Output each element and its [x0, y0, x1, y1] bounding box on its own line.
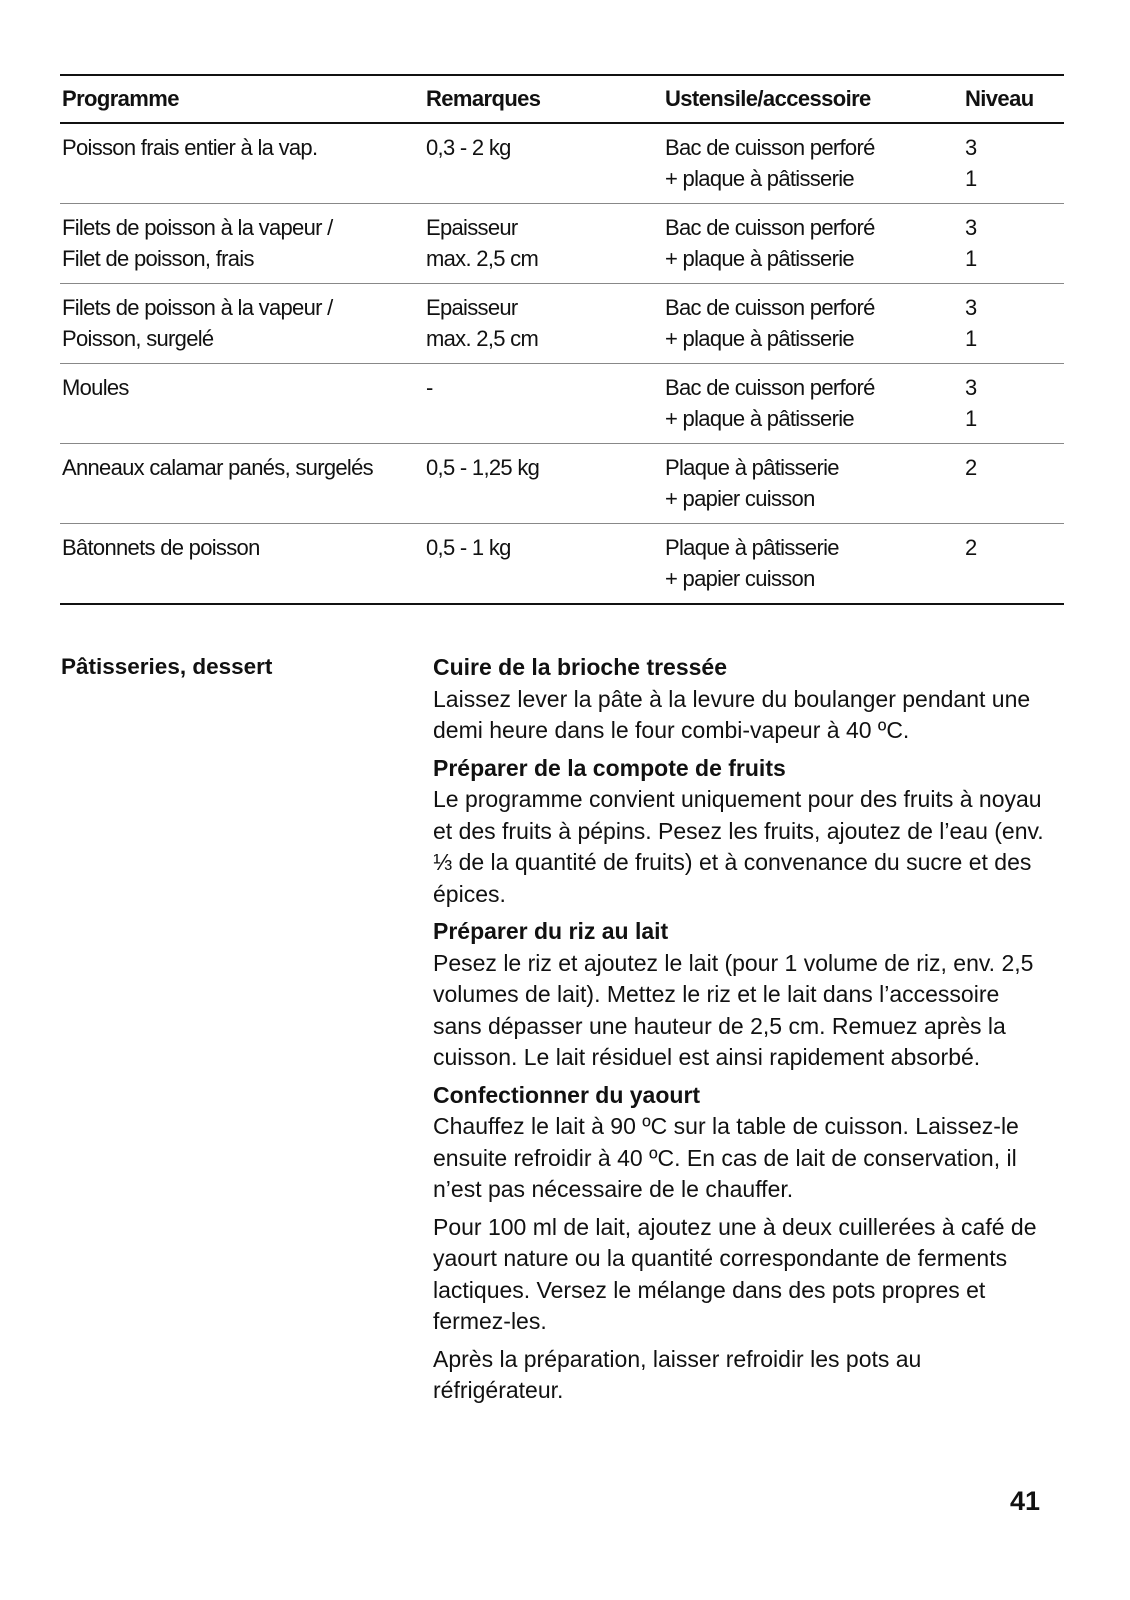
cell-ustensile — [663, 532, 963, 594]
block-paragraph: Le programme convient uniquement pour des fruits à noyau et des fruits à pépins. Pesez les fruits, ajoutez de l’eau (env. ⅓ de la quantité de fruits) et à convenance du sucre et des épices. — [433, 786, 1044, 907]
cell-line: 1 — [965, 166, 977, 191]
cell-programme — [60, 532, 424, 594]
cell-line: Epaisseur — [426, 215, 518, 240]
header-remarques: Remarques — [426, 86, 541, 111]
cell-remarques — [424, 532, 663, 594]
page-number: 41 — [1009, 1486, 1040, 1516]
cell-niveau — [963, 452, 1064, 514]
cell-line: Epaisseur — [426, 295, 518, 320]
block-paragraph: Laissez lever la pâte à la levure du boulanger pendant une demi heure dans le four combi-vapeur à 40 ºC. — [433, 685, 1031, 743]
cell-line: 2 — [965, 455, 977, 480]
content-block — [433, 916, 1053, 1074]
block-paragraph: Après la préparation, laisser refroidir les pots au réfrigérateur. — [433, 1345, 922, 1403]
cell-line: max. 2,5 cm — [426, 246, 539, 271]
cell-line: 3 — [965, 375, 977, 400]
block-paragraph: Pesez le riz et ajoutez le lait (pour 1 volume de riz, env. 2,5 volumes de lait). Mettez le riz et le lait dans l’accessoire sans dépasser une hauteur de 2,5 cm. Remuez après la cuisson. Le lait résiduel est ainsi rapidement absorbé. — [433, 949, 1034, 1070]
cell-programme — [60, 132, 424, 194]
cell-niveau — [963, 532, 1064, 594]
cell-line: 1 — [965, 326, 977, 351]
cell-niveau — [963, 372, 1064, 434]
cell-line: 0,3 - 2 kg — [426, 135, 511, 160]
cell-niveau — [963, 132, 1064, 194]
cell-line: Bac de cuisson perforé — [665, 215, 875, 240]
cell-ustensile — [663, 292, 963, 354]
block-heading: Préparer de la compote de fruits — [433, 754, 786, 781]
table-header — [60, 74, 1064, 124]
cell-line: Plaque à pâtisserie — [665, 455, 839, 480]
cell-line: Bac de cuisson perforé — [665, 135, 875, 160]
cell-line: - — [426, 375, 433, 400]
table-body — [60, 124, 1064, 605]
content-block — [433, 753, 1053, 911]
section-content — [433, 652, 1053, 1413]
cell-line: + plaque à pâtisserie — [665, 166, 854, 191]
cell-remarques — [424, 292, 663, 354]
header-ustensile: Ustensile/accessoire — [665, 86, 871, 111]
cell-niveau — [963, 212, 1064, 274]
cell-line: Filets de poisson à la vapeur / — [62, 215, 333, 240]
cell-programme — [60, 452, 424, 514]
cell-ustensile — [663, 132, 963, 194]
cell-line: 1 — [965, 406, 977, 431]
cell-remarques — [424, 212, 663, 274]
cell-line: Filets de poisson à la vapeur / — [62, 295, 333, 320]
table-row — [60, 444, 1064, 524]
content-block — [433, 1080, 1053, 1407]
table-row — [60, 124, 1064, 204]
header-programme: Programme — [62, 86, 179, 111]
cell-remarques — [424, 452, 663, 514]
cell-line: + plaque à pâtisserie — [665, 326, 854, 351]
cell-line: Poisson, surgelé — [62, 326, 214, 351]
cell-remarques — [424, 372, 663, 434]
cell-line: 0,5 - 1 kg — [426, 535, 511, 560]
cell-line: + plaque à pâtisserie — [665, 406, 854, 431]
block-heading: Cuire de la brioche tressée — [433, 654, 728, 680]
cell-programme — [60, 372, 424, 434]
cell-ustensile — [663, 372, 963, 434]
cell-line: Bac de cuisson perforé — [665, 375, 875, 400]
cell-line: Moules — [62, 375, 129, 400]
cell-line: Filet de poisson, frais — [62, 246, 254, 271]
table-row — [60, 524, 1064, 605]
cell-line: Bâtonnets de poisson — [62, 535, 260, 560]
cell-line: + papier cuisson — [665, 566, 815, 591]
block-heading: Préparer du riz au lait — [433, 918, 669, 944]
cell-line: Poisson frais entier à la vap. — [62, 135, 318, 160]
section-label: Pâtisseries, dessert — [61, 654, 273, 679]
table-row — [60, 284, 1064, 364]
cell-ustensile — [663, 452, 963, 514]
block-paragraph: Chauffez le lait à 90 ºC sur la table de cuisson. Laissez-le ensuite refroidir à 40 ºC. En cas de lait de conservation, il n’est pas nécessaire de le chauffer. — [433, 1113, 1019, 1202]
cell-line: Bac de cuisson perforé — [665, 295, 875, 320]
cell-line: + papier cuisson — [665, 486, 815, 511]
cell-line: 3 — [965, 135, 977, 160]
cell-line: 1 — [965, 246, 977, 271]
cell-line: 2 — [965, 535, 977, 560]
cell-ustensile — [663, 212, 963, 274]
cell-line: 3 — [965, 295, 977, 320]
cell-line: + plaque à pâtisserie — [665, 246, 854, 271]
cell-niveau — [963, 292, 1064, 354]
cell-line: Anneaux calamar panés, surgelés — [62, 455, 373, 480]
cell-programme — [60, 212, 424, 274]
block-heading: Confectionner du yaourt — [433, 1081, 701, 1108]
header-niveau: Niveau — [965, 86, 1034, 111]
content-block — [433, 652, 1053, 747]
programme-table — [60, 74, 1064, 605]
table-row — [60, 204, 1064, 284]
cell-line: Plaque à pâtisserie — [665, 535, 839, 560]
cell-line: 0,5 - 1,25 kg — [426, 455, 540, 480]
block-paragraph: Pour 100 ml de lait, ajoutez une à deux cuillerées à café de yaourt nature ou la quantité correspondante de ferments lactiques. Versez le mélange dans des pots propres et fermez-les. — [433, 1213, 1037, 1334]
cell-line: 3 — [965, 215, 977, 240]
cell-line: max. 2,5 cm — [426, 326, 539, 351]
table-row — [60, 364, 1064, 444]
cell-remarques — [424, 132, 663, 194]
cell-programme — [60, 292, 424, 354]
